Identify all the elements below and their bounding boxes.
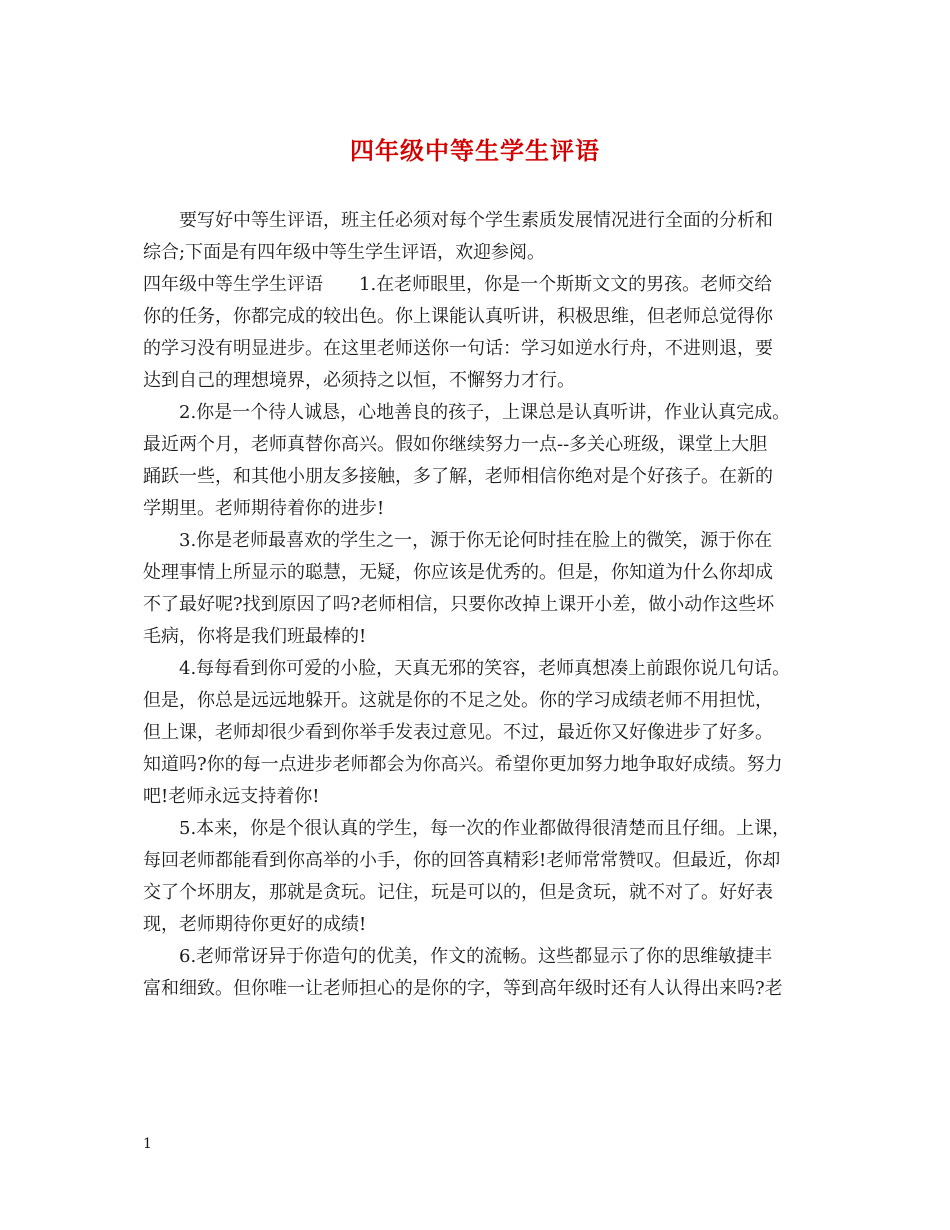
text-line: 6.老师常讶异于你造句的优美，作文的流畅。这些都显示了你的思维敏捷丰	[179, 946, 773, 967]
document-title: 四年级中等生学生评语	[350, 136, 600, 165]
text-line: 处理事情上所显示的聪慧，无疑，你应该是优秀的。但是，你知道为什么你却成	[143, 562, 773, 583]
text-line: 踊跃一些，和其他小朋友多接触，多了解，老师相信你绝对是个好孩子。在新的	[143, 466, 773, 487]
text-line: 3.你是老师最喜欢的学生之一，源于你无论何时挂在脸上的微笑，源于你在	[179, 530, 773, 551]
text-line: 最近两个月，老师真替你高兴。假如你继续努力一点--多关心班级，课堂上大胆	[143, 434, 768, 455]
text-line: 4.每每看到你可爱的小脸，天真无邪的笑容，老师真想凑上前跟你说几句话。	[179, 658, 791, 679]
text-line: 5.本来，你是个很认真的学生，每一次的作业都做得很清楚而且仔细。上课，	[179, 818, 791, 839]
text-line: 要写好中等生评语，班主任必须对每个学生素质发展情况进行全面的分析和	[179, 210, 773, 231]
text-line: 达到自己的理想境界，必须持之以恒，不懈努力才行。	[143, 370, 575, 391]
text-line: 学期里。老师期待着你的进步!	[143, 498, 385, 519]
text-line: 2.你是一个待人诚恳，心地善良的孩子，上课总是认真听讲，作业认真完成。	[179, 402, 791, 423]
text-line: 毛病，你将是我们班最棒的!	[143, 626, 367, 647]
text-line: 现，老师期待你更好的成绩!	[143, 914, 367, 935]
text-line: 交了个坏朋友，那就是贪玩。记住，玩是可以的，但是贪玩，就不对了。好好表	[143, 882, 773, 903]
text-line: 每回老师都能看到你高举的小手，你的回答真精彩!老师常常赞叹。但最近，你却	[143, 850, 781, 871]
text-line: 但上课，老师却很少看到你举手发表过意见。不过，最近你又好像进步了好多。	[143, 722, 773, 743]
page-number: 1	[143, 1136, 152, 1152]
document-body	[143, 205, 819, 1005]
text-line: 吧!老师永远支持着你!	[143, 786, 320, 807]
text-line: 综合;下面是有四年级中等生学生评语，欢迎参阅。	[143, 242, 546, 263]
text-line: 四年级中等生学生评语 1.在老师眼里，你是一个斯斯文文的男孩。老师交给	[143, 274, 773, 295]
text-line: 你的任务，你都完成的较出色。你上课能认真听讲，积极思维，但老师总觉得你	[143, 306, 773, 327]
text-line: 富和细致。但你唯一让老师担心的是你的字，等到高年级时还有人认得出来吗?老	[143, 978, 783, 999]
text-line: 不了最好呢?找到原因了吗?老师相信，只要你改掉上课开小差，做小动作这些坏	[143, 594, 775, 615]
text-line: 但是，你总是远远地躲开。这就是你的不足之处。你的学习成绩老师不用担忧，	[143, 690, 773, 711]
text-line: 知道吗?你的每一点进步老师都会为你高兴。希望你更加努力地争取好成绩。努力	[143, 754, 783, 775]
text-line: 的学习没有明显进步。在这里老师送你一句话：学习如逆水行舟，不进则退，要	[143, 338, 773, 359]
